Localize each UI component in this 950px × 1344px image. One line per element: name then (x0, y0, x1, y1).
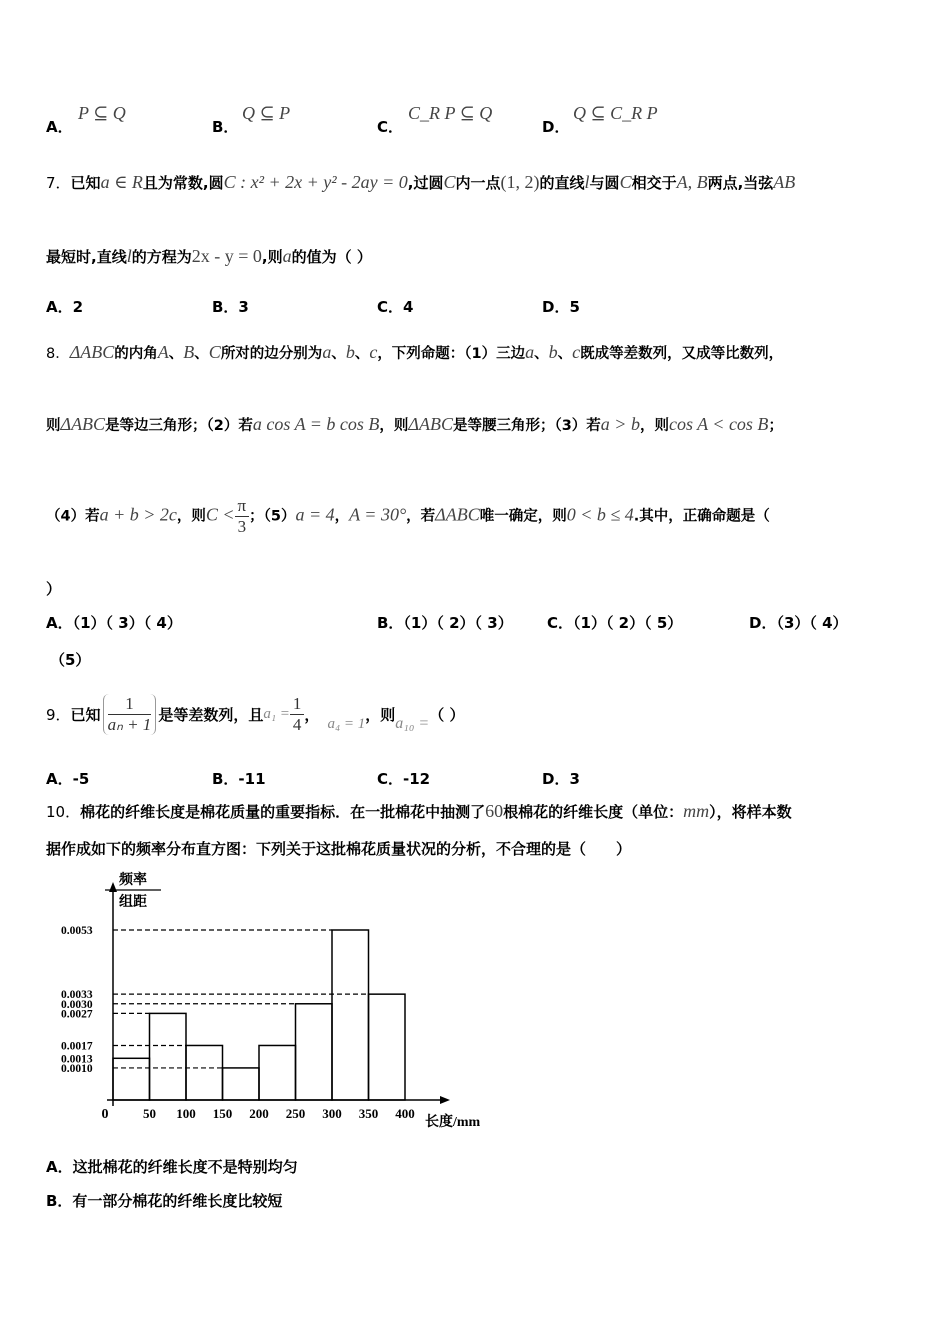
q8-math: b (345, 342, 355, 362)
q8-option-d: D．（3）（ 4） (749, 614, 848, 632)
q8-text: 唯一确定，则 (479, 508, 567, 525)
option-c-expr: C_R P ⊆ Q (408, 103, 493, 123)
q8-math: cos A < cos B (668, 414, 769, 434)
q7-math: a ∈ R (100, 172, 143, 192)
q8-text: 是等腰三角形；（3）若 (452, 418, 601, 434)
q9-option-d: D．3 (542, 770, 580, 788)
x-tick-label: 200 (249, 1106, 269, 1121)
q7-math: A, B (676, 172, 708, 192)
q8-math: c (572, 342, 581, 362)
q9-math: a₁ = (263, 705, 290, 722)
histogram-bar (296, 1004, 333, 1100)
histogram-bar (113, 1058, 150, 1100)
q7-text: 最短时,直线 (46, 248, 127, 266)
q8-math: C < (205, 504, 235, 525)
x-tick-label: 100 (176, 1106, 196, 1121)
q8-math: B (183, 342, 195, 362)
q9-text: 已知 (70, 705, 101, 724)
q8-close-paren: ） (46, 580, 62, 598)
histogram-bar (186, 1045, 223, 1100)
q7-line1 (46, 172, 795, 193)
q8-text: 、 (168, 346, 184, 362)
q8-text: 、 (194, 346, 209, 362)
q9-math: a₄ = 1 (327, 715, 366, 732)
q10-line1 (46, 801, 792, 822)
option-a-label: A． (46, 118, 73, 136)
fraction-numerator: 1 (108, 694, 152, 715)
x-tick-label: 250 (285, 1106, 306, 1121)
q8-text: 、 (354, 346, 370, 362)
q9-text: ，则 (365, 705, 396, 724)
histogram-plot (61, 882, 450, 1121)
y-tick-label: 0.0027 (61, 1008, 93, 1021)
q8-text: 的内角 (114, 346, 158, 362)
fraction-denominator: aₙ + 1 (107, 714, 152, 734)
q7-option-b: B．3 (212, 298, 249, 316)
histogram-bar (369, 994, 406, 1100)
q7-text: 两点,当弦 (707, 174, 774, 192)
q9-one-quarter (290, 694, 305, 735)
q8-line1 (46, 342, 783, 363)
y-tick-label: 0.0017 (61, 1040, 93, 1053)
q7-text: 的方程为 (131, 248, 192, 266)
q8-math: A = 30° (349, 504, 407, 525)
q8-text: 、 (331, 346, 346, 362)
q9-fraction (108, 694, 152, 735)
x-tick-label: 300 (322, 1106, 342, 1121)
q9-text: ， (304, 705, 320, 724)
y-label-bottom: 组距 (119, 895, 147, 910)
q7-text: 内一点 (455, 174, 501, 192)
q7-option-c: C．4 (377, 298, 414, 316)
histogram-bar (150, 1013, 187, 1100)
q8-text: 是等边三角形；（2）若 (105, 418, 253, 434)
q7-math: l (126, 246, 132, 266)
fraction-denominator: 3 (237, 517, 247, 536)
y-tick-label: 0.0010 (61, 1062, 93, 1075)
q9-option-a: A．-5 (46, 770, 90, 788)
q10-text: 棉花的纤维长度是棉花质量的重要指标．在一批棉花中抽测了 (80, 803, 486, 821)
q10-math: 60 (485, 801, 504, 821)
q9-text: （ ） (429, 705, 465, 724)
y-label-top: 频率 (119, 873, 147, 888)
q8-text: 所对的边分别为 (220, 346, 323, 362)
x-axis-arrow (440, 1096, 450, 1104)
y-tick-label: 0.0030 (61, 998, 93, 1011)
q7-text: 已知 (70, 174, 101, 192)
q8-math: 0 < b ≤ 4 (566, 504, 634, 525)
q8-text: ；（5） (249, 508, 296, 525)
q8-text: 、 (557, 346, 573, 362)
q7-text: 相交于 (631, 174, 677, 192)
q8-text: .其中，正确命题是（ (633, 508, 770, 525)
q8-math: ΔABC (435, 504, 480, 525)
option-c-label: C． (377, 118, 404, 136)
q7-text: 且为常数,圆 (142, 174, 224, 192)
q8-math: ΔABC (69, 342, 115, 362)
q7-math: AB (773, 172, 796, 192)
q7-text: ,则 (261, 248, 283, 266)
q8-math: c (369, 342, 378, 362)
q8-number: 8． (46, 346, 70, 362)
q9-sequence-brace (103, 694, 157, 735)
q8-math: a (525, 342, 535, 362)
y-tick-label: 0.0033 (61, 989, 93, 1002)
q7-option-a: A．2 (46, 298, 84, 316)
q8-math: a = 4 (295, 504, 335, 525)
q7-point: (1, 2) (500, 172, 540, 192)
q7-option-d: D．5 (542, 298, 580, 316)
option-d-label: D． (542, 118, 570, 136)
q10-option-a: A．这批棉花的纤维长度不是特别均匀 (46, 1158, 298, 1176)
q8-math: b (548, 342, 558, 362)
q10-text: 根棉花的纤维长度（单位： (503, 803, 684, 821)
q9-number: 9． (46, 705, 71, 724)
q7-line-equation: 2x - y = 0 (191, 246, 262, 266)
q7-math: l (584, 172, 590, 192)
q7-number: 7． (46, 174, 71, 192)
q8-math: a > b (600, 414, 640, 434)
origin-label: 0 (101, 1107, 109, 1122)
x-tick-label: 400 (395, 1106, 415, 1121)
histogram (55, 868, 495, 1130)
q7-text: 与圆 (589, 174, 620, 192)
q8-text: 、 (534, 346, 549, 362)
option-d-expr: Q ⊆ C_R P (573, 103, 658, 123)
histogram-bar (332, 930, 369, 1100)
q8-option-a: A．（1）（ 3）（ 4） (46, 614, 182, 632)
q8-line2 (46, 414, 783, 435)
q10-option-b: B．有一部分棉花的纤维长度比较短 (46, 1192, 283, 1210)
q10-text: ），将样本数 (709, 803, 792, 821)
q10-math: mm (683, 801, 710, 821)
q7-line2 (46, 246, 372, 267)
fraction-numerator: π (235, 496, 250, 517)
q7-text: ,过圆 (407, 174, 444, 192)
q8-text: ，则 (176, 508, 206, 525)
fraction-denominator: 4 (292, 714, 302, 734)
y-tick-label: 0.0053 (61, 925, 93, 937)
q8-math: A (157, 342, 169, 362)
q9-option-b: B．-11 (212, 770, 266, 788)
q8-text: （4）若 (46, 508, 100, 525)
q7-math: C (443, 172, 456, 192)
q8-pi-over-3 (235, 496, 250, 537)
q8-text: ，则 (639, 418, 669, 434)
q8-math: a cos A = b cos B (252, 414, 380, 434)
q10-line2: 据作成如下的频率分布直方图：下列关于这批棉花质量状况的分析，不合理的是（ ） (46, 840, 632, 858)
histogram-bar (223, 1068, 260, 1100)
q8-option-d-continued: （5） (50, 651, 91, 669)
option-b-label: B． (212, 118, 239, 136)
q8-math: a (322, 342, 332, 362)
fraction-numerator: 1 (290, 694, 305, 715)
q8-text: ； (768, 418, 783, 434)
q9-line (46, 686, 464, 742)
q8-math: C (208, 342, 221, 362)
y-tick-label: 0.0013 (61, 1053, 93, 1066)
q8-option-b: B．（1）（ 2）（ 3） (377, 614, 513, 632)
q8-math: ΔABC (408, 414, 453, 434)
q8-text: ，则 (379, 418, 409, 434)
q7-math: a (282, 246, 292, 266)
q7-text: 的直线 (539, 174, 585, 192)
q7-circle-equation: C : x² + 2x + y² - 2ay = 0 (223, 172, 408, 192)
q9-text: 是等差数列，且 (158, 705, 264, 724)
q8-math: a + b > 2c (99, 504, 177, 525)
option-b-expr: Q ⊆ P (242, 103, 291, 123)
q9-math: a₁₀ = (395, 715, 430, 732)
q9-option-c: C．-12 (377, 770, 431, 788)
q8-text: 既成等差数列，又成等比数列， (580, 346, 784, 362)
q8-option-c: C．（1）（ 2）（ 5） (547, 614, 683, 632)
q8-text: ，下列命题：（1）三边 (377, 346, 526, 362)
q8-line3 (46, 496, 770, 537)
histogram-bar (259, 1045, 296, 1100)
q7-text: 的值为（ ） (291, 248, 372, 266)
q8-text: ， (334, 508, 350, 525)
q8-text: ，若 (406, 508, 436, 525)
x-axis-label: 长度/mm (425, 1115, 481, 1130)
x-tick-label: 350 (358, 1106, 379, 1121)
q8-text: 则 (46, 418, 61, 434)
q10-number: 10． (46, 803, 81, 821)
q8-math: ΔABC (60, 414, 106, 434)
option-a-expr: P ⊆ Q (78, 103, 126, 123)
x-tick-label: 150 (212, 1106, 233, 1121)
q7-math: C (619, 172, 632, 192)
x-tick-label: 50 (143, 1106, 156, 1121)
